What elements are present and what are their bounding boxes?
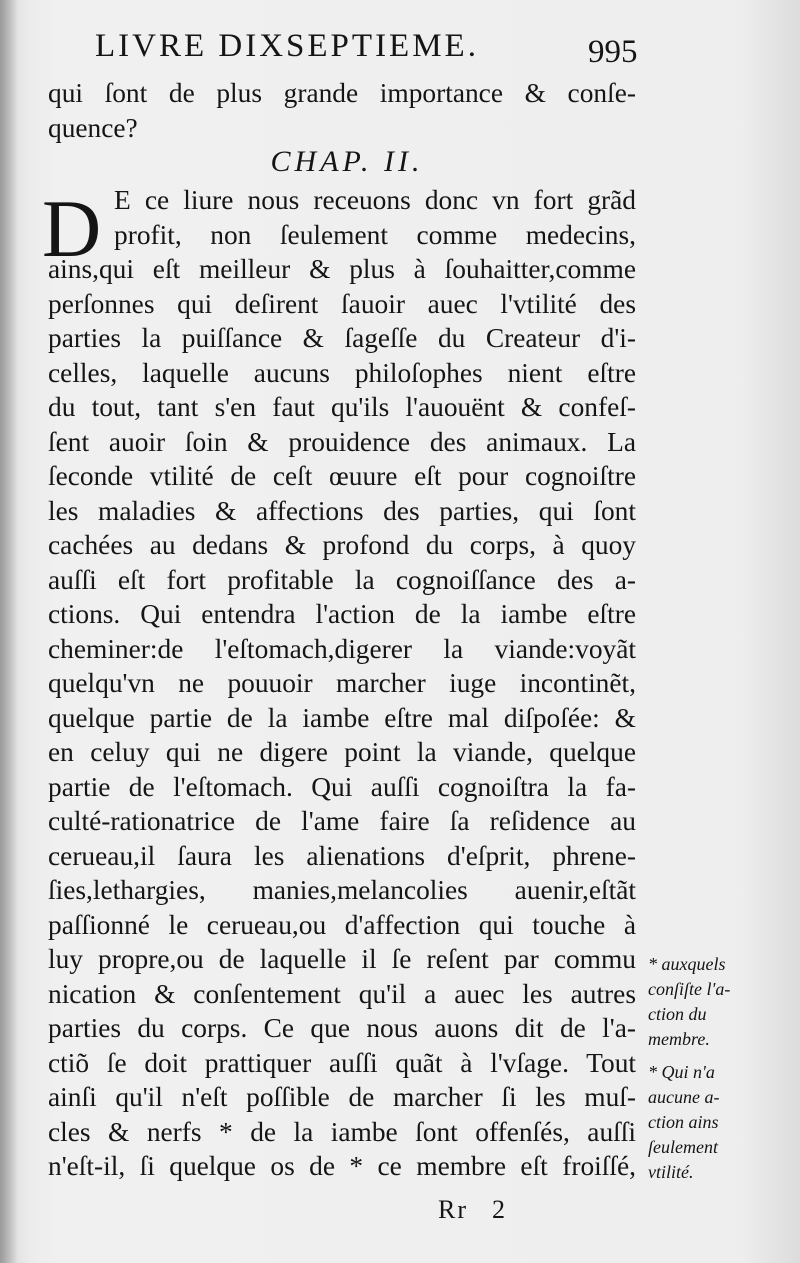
signature-mark bbox=[438, 1195, 507, 1225]
paragraph-lines bbox=[48, 183, 636, 1184]
margin-note bbox=[648, 1060, 788, 1185]
text-line: parties la puiſſance & ſageſſe du Createur d'i- bbox=[48, 323, 636, 353]
margin-note-line: ction ains bbox=[648, 1112, 719, 1132]
margin-notes bbox=[648, 952, 788, 1185]
margin-note-line: ſeulement bbox=[648, 1137, 718, 1157]
text-line: quelque partie de la iambe eſtre mal diſpoſée: & bbox=[48, 702, 636, 733]
running-title: LIVRE DIXSEPTIEME. bbox=[95, 28, 479, 64]
text-line: n'eſt-il, ſi quelque os de * ce membre eſt froiſſé, bbox=[48, 1151, 636, 1181]
margin-note-line: conſiſte l'a- bbox=[648, 979, 731, 999]
text-line: ſies,lethargies, manies,melancolies auenir,eſtãt bbox=[48, 875, 636, 905]
text-line: en celuy qui ne digere point la viande, quelque bbox=[48, 737, 636, 767]
text-line: E ce liure nous receuons donc vn fort grãd bbox=[114, 185, 636, 215]
margin-note bbox=[648, 952, 788, 1052]
text-line: qui ſont de plus grande importance & conſe- bbox=[48, 78, 636, 108]
text-line: cheminer:de l'eſtomach,digerer la viande:voyãt bbox=[48, 633, 636, 664]
signature-letters: Rr bbox=[438, 1195, 468, 1224]
margin-note-line: * auxquels bbox=[648, 954, 726, 974]
text-line: culté-rationatrice de l'ame faire ſa reſidence au bbox=[48, 806, 636, 836]
text-line: cerueau,il ſaura les alienations d'eſprit, phrene- bbox=[48, 840, 636, 871]
margin-note-line: * Qui n'a bbox=[648, 1062, 715, 1082]
text-line: cles & nerfs * de la iambe ſont offenſés, auſſi bbox=[48, 1116, 636, 1147]
page-number: 995 bbox=[588, 34, 638, 70]
text-line: ſent auoir ſoin & prouidence des animaux. La bbox=[48, 426, 636, 457]
drop-cap: D bbox=[42, 183, 102, 274]
margin-note-line: membre. bbox=[648, 1029, 710, 1049]
gutter-shadow bbox=[0, 0, 18, 1263]
margin-note-line: vtilité. bbox=[648, 1162, 694, 1182]
text-line: celles, laquelle aucuns philoſophes nient eſtre bbox=[48, 357, 636, 388]
text-line: profit, non ſeulement comme medecins, bbox=[114, 219, 636, 250]
text-line: quelqu'vn ne pouuoir marcher iuge incontinẽt, bbox=[48, 668, 636, 698]
text-line: partie de l'eſtomach. Qui auſſi cognoiſtra la fa- bbox=[48, 771, 636, 802]
margin-notes-list bbox=[648, 952, 788, 1185]
text-line: cachées au dedans & profond du corps, à quoy bbox=[48, 530, 636, 560]
text-line: auſſi eſt fort profitable la cognoiſſance des a- bbox=[48, 564, 636, 595]
text-line: ctions. Qui entendra l'action de la iambe eſtre bbox=[48, 599, 636, 629]
text-line: nication & conſentement qu'il a auec les autres bbox=[48, 978, 636, 1009]
chapter-paragraph bbox=[42, 183, 636, 1184]
chapter-heading: CHAP. II. bbox=[270, 145, 424, 178]
text-line: paſſionné le cerueau,ou d'affection qui touche à bbox=[48, 909, 636, 940]
text-line: luy propre,ou de laquelle il ſe reſent par commu bbox=[48, 944, 636, 974]
text-line: ainſi qu'il n'eſt poſſible de marcher ſi les muſ- bbox=[48, 1082, 636, 1112]
text-line: ſeconde vtilité de ceſt œuure eſt pour cognoiſtre bbox=[48, 461, 636, 491]
main-text-block bbox=[42, 76, 636, 1184]
text-line: du tout, tant s'en faut qu'ils l'auouënt & confeſ- bbox=[48, 392, 636, 422]
text-line: perſonnes qui deſirent ſauoir auec l'vtilité des bbox=[48, 288, 636, 319]
margin-note-line: ction du bbox=[648, 1004, 707, 1024]
note-spacer bbox=[648, 1052, 788, 1060]
signature-number: 2 bbox=[492, 1195, 507, 1224]
text-line: quence? bbox=[48, 112, 138, 143]
text-line: parties du corps. Ce que nous auons dit de l'a- bbox=[48, 1013, 636, 1043]
text-line: les maladies & affections des parties, qui ſont bbox=[48, 495, 636, 526]
margin-note-line: aucune a- bbox=[648, 1087, 720, 1107]
text-line: ctiõ ſe doit prattiquer auſſi quãt à l'vſage. Tout bbox=[48, 1047, 636, 1078]
text-line: ains,qui eſt meilleur & plus à ſouhaitter,comme bbox=[48, 254, 636, 284]
